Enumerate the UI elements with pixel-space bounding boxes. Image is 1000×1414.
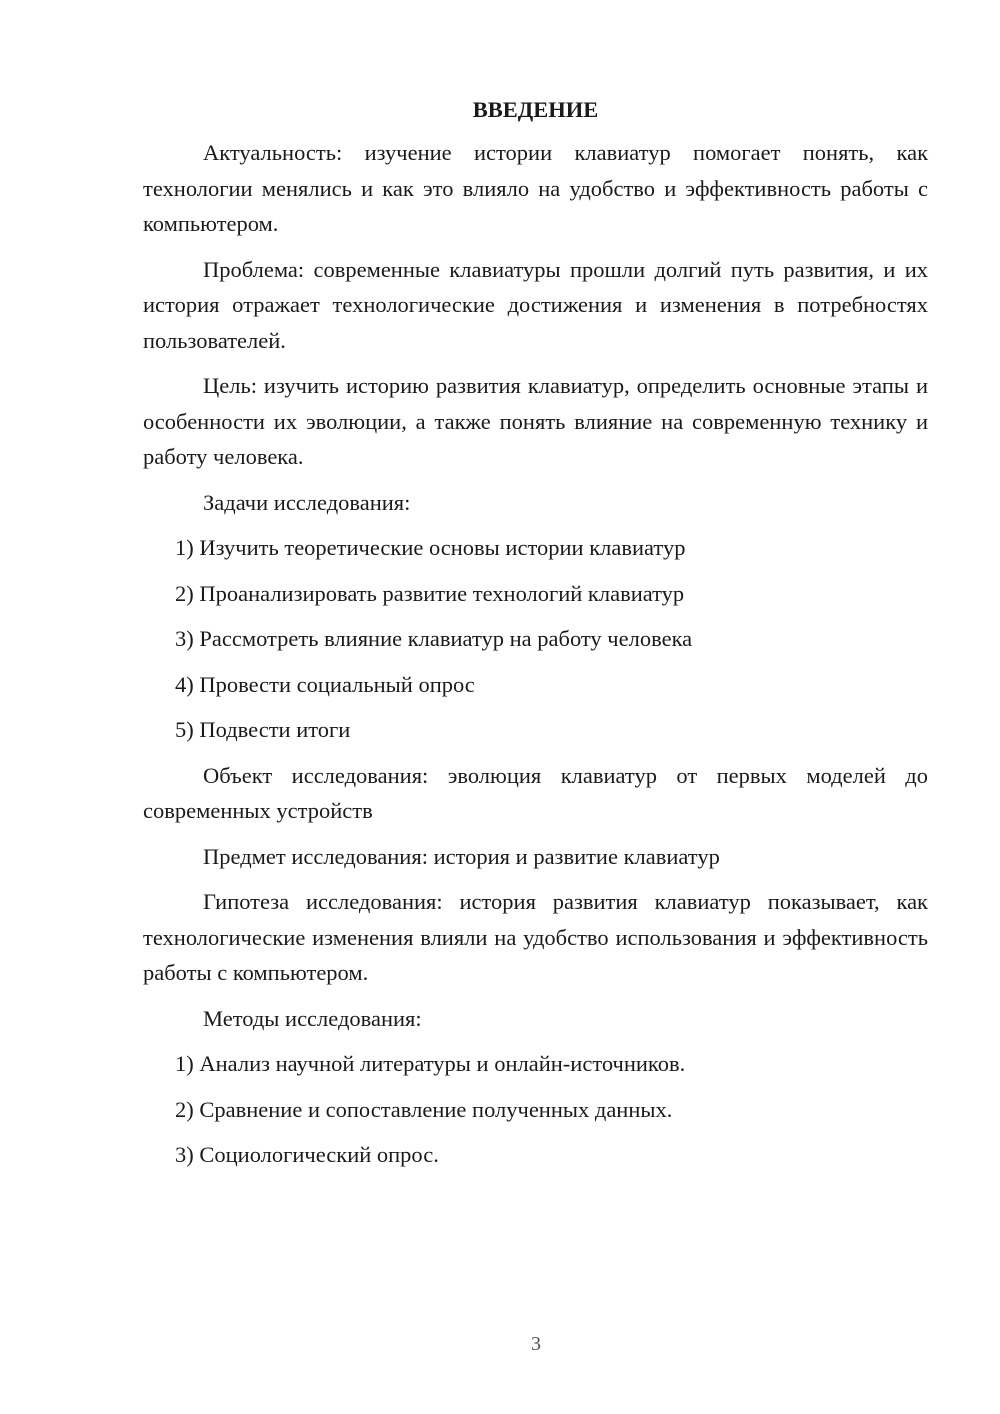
hypothesis-paragraph: Гипотеза исследования: история развития клавиатур показывает, как технологические изменения влияли на удобство использования и эффективность работы с компьютером. <box>143 889 928 985</box>
methods-list <box>143 1046 928 1173</box>
tasks-heading: Задачи исследования: <box>203 489 411 515</box>
subject-paragraph: Предмет исследования: история и развитие клавиатур <box>203 843 720 869</box>
object-paragraph: Объект исследования: эволюция клавиатур от первых моделей до современных устройств <box>143 762 928 823</box>
problem-paragraph: Проблема: современные клавиатуры прошли долгий путь развития, и их история отражает технологические достижения и изменения в потребностях пользователей. <box>143 256 928 353</box>
list-item: 3) Социологический опрос. <box>175 1142 439 1167</box>
list-item: 4) Провести социальный опрос <box>175 671 475 697</box>
list-item: 2) Сравнение и сопоставление полученных данных. <box>175 1096 673 1122</box>
relevance-paragraph: Актуальность: изучение истории клавиатур помогает понять, как технологии менялись и как это влияло на удобство и эффективность работы с компьютером. <box>143 140 928 236</box>
list-item: 1) Анализ научной литературы и онлайн-источников. <box>175 1051 686 1076</box>
document-page <box>143 94 928 1183</box>
list-item: 1) Изучить теоретические основы истории клавиатур <box>175 535 686 560</box>
list-item: 5) Подвести итоги <box>175 717 351 742</box>
page-number: 3 <box>531 1333 541 1355</box>
tasks-list <box>143 530 928 748</box>
list-item: 2) Проанализировать развитие технологий клавиатур <box>175 580 685 606</box>
methods-heading: Методы исследования: <box>203 1005 422 1031</box>
goal-paragraph: Цель: изучить историю развития клавиатур, определить основные этапы и особенности их эволюции, а также понять влияние на современную технику и работу человека. <box>143 373 928 469</box>
list-item: 3) Рассмотреть влияние клавиатур на работу человека <box>175 626 693 651</box>
page-title: ВВЕДЕНИЕ <box>472 97 599 122</box>
